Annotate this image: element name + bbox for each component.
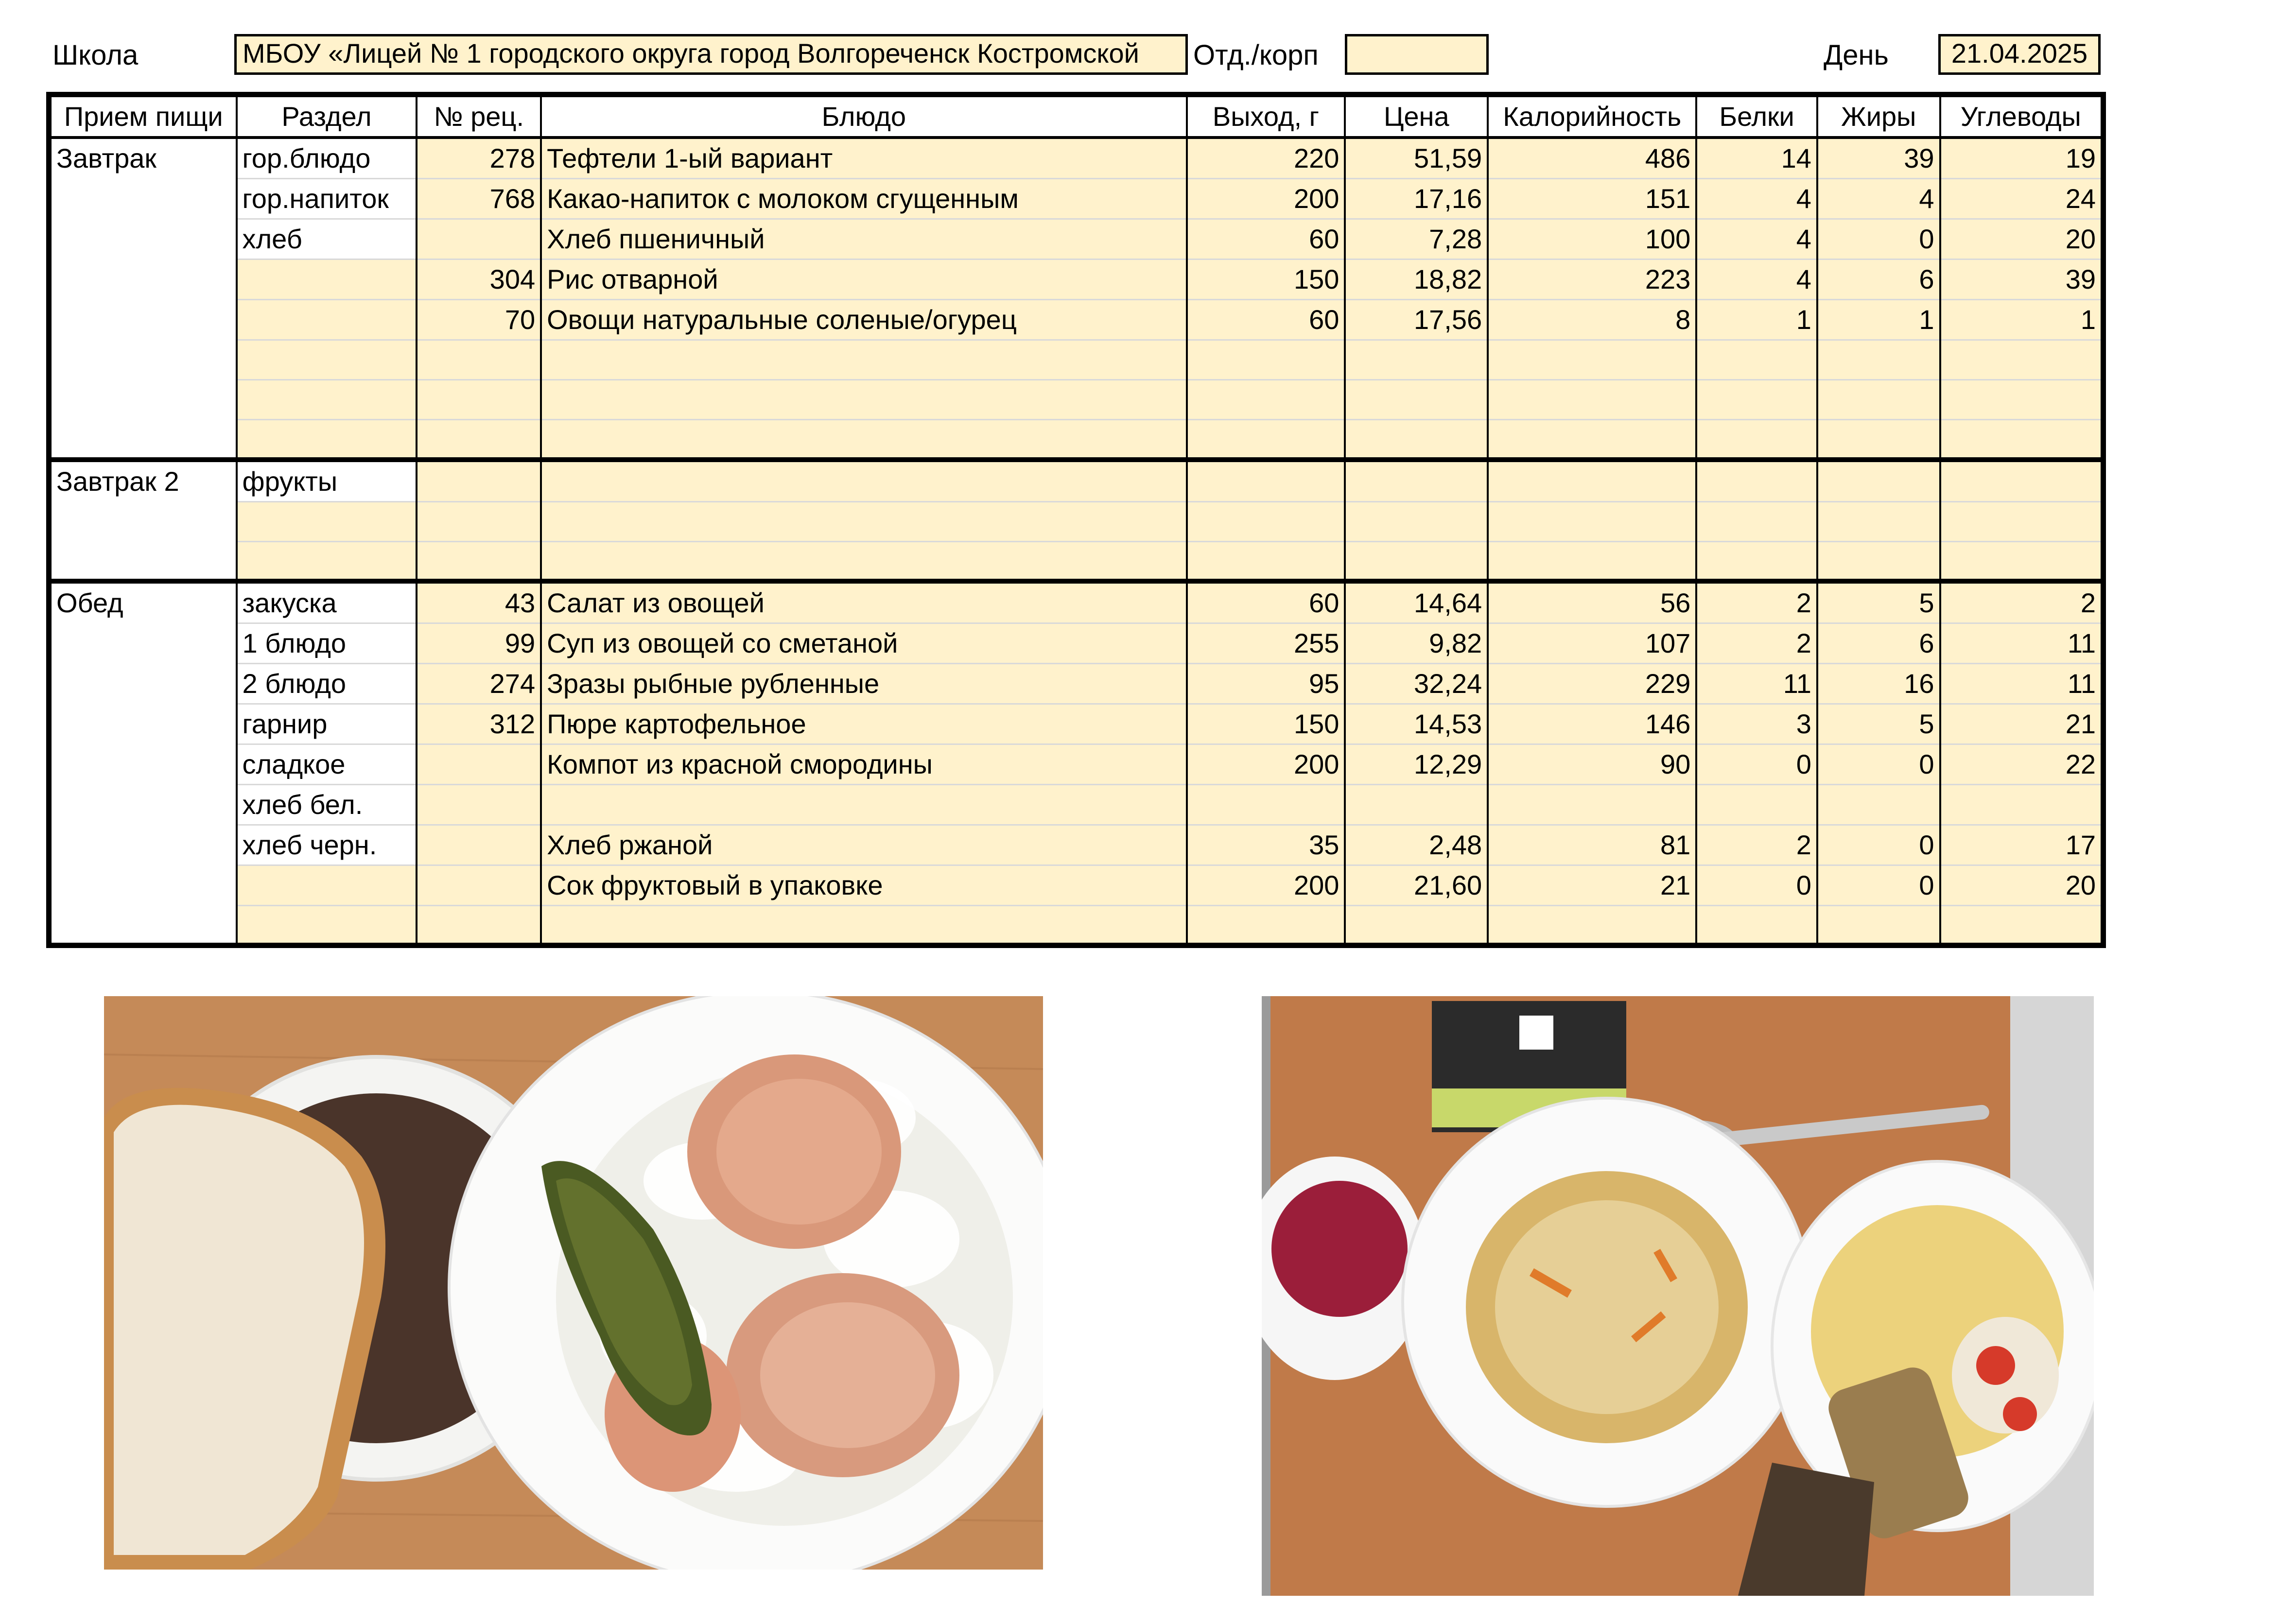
- table-row: [49, 785, 2104, 825]
- price-cell[interactable]: 21,60: [1345, 865, 1488, 906]
- section-cell[interactable]: фрукты: [237, 460, 417, 502]
- section-cell[interactable]: закуска: [237, 581, 417, 623]
- fat-cell[interactable]: [1817, 906, 1940, 946]
- recipe-cell[interactable]: 768: [417, 179, 541, 219]
- fat-cell[interactable]: [1817, 420, 1940, 460]
- section-cell[interactable]: 2 блюдо: [237, 664, 417, 704]
- price-cell[interactable]: 18,82: [1345, 259, 1488, 300]
- breakfast-photo-image: [104, 996, 1043, 1570]
- dish-cell[interactable]: Салат из овощей: [541, 581, 1186, 623]
- section-cell[interactable]: [237, 906, 417, 946]
- col-header-protein: Белки: [1696, 95, 1817, 138]
- protein-cell[interactable]: 11: [1696, 664, 1817, 704]
- table-row: [49, 501, 2104, 541]
- table-row: [49, 138, 2104, 179]
- dish-cell[interactable]: [541, 785, 1186, 825]
- day-label: День: [1824, 39, 1889, 71]
- recipe-cell[interactable]: 312: [417, 704, 541, 744]
- recipe-cell[interactable]: [417, 744, 541, 785]
- fat-cell[interactable]: 0: [1817, 219, 1940, 259]
- section-cell[interactable]: [237, 300, 417, 340]
- table-row: [49, 825, 2104, 865]
- weight-cell[interactable]: 60: [1187, 581, 1345, 623]
- protein-cell[interactable]: [1696, 460, 1817, 502]
- kcal-cell[interactable]: 486: [1488, 138, 1696, 179]
- protein-cell[interactable]: 4: [1696, 179, 1817, 219]
- weight-cell[interactable]: 150: [1187, 259, 1345, 300]
- price-cell[interactable]: [1345, 340, 1488, 380]
- fat-cell[interactable]: 39: [1817, 138, 1940, 179]
- protein-cell[interactable]: 4: [1696, 219, 1817, 259]
- carbs-cell[interactable]: 24: [1940, 179, 2104, 219]
- price-cell[interactable]: [1345, 785, 1488, 825]
- dept-field[interactable]: [1345, 34, 1489, 75]
- carbs-cell[interactable]: [1940, 340, 2104, 380]
- dish-cell[interactable]: [541, 460, 1186, 502]
- recipe-cell[interactable]: [417, 340, 541, 380]
- dish-cell[interactable]: Хлеб пшеничный: [541, 219, 1186, 259]
- carbs-cell[interactable]: 20: [1940, 865, 2104, 906]
- meal-name-cell: Завтрак 2: [49, 460, 237, 582]
- weight-cell[interactable]: [1187, 340, 1345, 380]
- price-cell[interactable]: 9,82: [1345, 623, 1488, 664]
- carbs-cell[interactable]: 21: [1940, 704, 2104, 744]
- weight-cell[interactable]: [1187, 785, 1345, 825]
- kcal-cell[interactable]: [1488, 501, 1696, 541]
- carbs-cell[interactable]: [1940, 501, 2104, 541]
- carbs-cell[interactable]: [1940, 785, 2104, 825]
- dish-cell[interactable]: [541, 420, 1186, 460]
- lunch-photo-image: [1262, 996, 2094, 1596]
- section-cell[interactable]: гарнир: [237, 704, 417, 744]
- table-row: [49, 380, 2104, 420]
- carbs-cell[interactable]: [1940, 541, 2104, 581]
- kcal-cell[interactable]: 146: [1488, 704, 1696, 744]
- kcal-cell[interactable]: 100: [1488, 219, 1696, 259]
- kcal-cell[interactable]: [1488, 340, 1696, 380]
- fat-cell[interactable]: 6: [1817, 259, 1940, 300]
- price-cell[interactable]: [1345, 380, 1488, 420]
- fat-cell[interactable]: [1817, 501, 1940, 541]
- fat-cell[interactable]: 16: [1817, 664, 1940, 704]
- section-cell[interactable]: [237, 340, 417, 380]
- fat-cell[interactable]: 5: [1817, 704, 1940, 744]
- carbs-cell[interactable]: 1: [1940, 300, 2104, 340]
- table-row: [49, 664, 2104, 704]
- weight-cell[interactable]: 200: [1187, 744, 1345, 785]
- kcal-cell[interactable]: [1488, 420, 1696, 460]
- protein-cell[interactable]: [1696, 501, 1817, 541]
- fat-cell[interactable]: [1817, 785, 1940, 825]
- recipe-cell[interactable]: [417, 501, 541, 541]
- fat-cell[interactable]: [1817, 380, 1940, 420]
- fat-cell[interactable]: 1: [1817, 300, 1940, 340]
- lunch-photo: [1262, 996, 2094, 1596]
- dish-cell[interactable]: Хлеб ржаной: [541, 825, 1186, 865]
- weight-cell[interactable]: [1187, 460, 1345, 502]
- fat-cell[interactable]: 0: [1817, 865, 1940, 906]
- kcal-cell[interactable]: [1488, 380, 1696, 420]
- carbs-cell[interactable]: 11: [1940, 623, 2104, 664]
- protein-cell[interactable]: [1696, 785, 1817, 825]
- carbs-cell[interactable]: 2: [1940, 581, 2104, 623]
- dish-cell[interactable]: Сок фруктовый в упаковке: [541, 865, 1186, 906]
- table-row: [49, 259, 2104, 300]
- price-cell[interactable]: 2,48: [1345, 825, 1488, 865]
- section-cell[interactable]: [237, 420, 417, 460]
- price-cell[interactable]: 14,53: [1345, 704, 1488, 744]
- col-header-recipe: № рец.: [417, 95, 541, 138]
- menu-body: [49, 138, 2104, 946]
- kcal-cell[interactable]: 90: [1488, 744, 1696, 785]
- kcal-cell[interactable]: 229: [1488, 664, 1696, 704]
- carbs-cell[interactable]: [1940, 420, 2104, 460]
- recipe-cell[interactable]: [417, 825, 541, 865]
- school-name-field[interactable]: МБОУ «Лицей № 1 городского округа город Волгореченск Костромской: [234, 34, 1188, 75]
- fat-cell[interactable]: [1817, 340, 1940, 380]
- section-cell[interactable]: хлеб бел.: [237, 785, 417, 825]
- price-cell[interactable]: 7,28: [1345, 219, 1488, 259]
- section-cell[interactable]: [237, 865, 417, 906]
- recipe-cell[interactable]: [417, 906, 541, 946]
- recipe-cell[interactable]: [417, 219, 541, 259]
- weight-cell[interactable]: 95: [1187, 664, 1345, 704]
- kcal-cell[interactable]: 8: [1488, 300, 1696, 340]
- table-row: [49, 340, 2104, 380]
- section-cell[interactable]: [237, 380, 417, 420]
- table-row: [49, 219, 2104, 259]
- kcal-cell[interactable]: [1488, 541, 1696, 581]
- weight-cell[interactable]: 60: [1187, 300, 1345, 340]
- weight-cell[interactable]: 150: [1187, 704, 1345, 744]
- recipe-cell[interactable]: 274: [417, 664, 541, 704]
- meal-name-cell: Завтрак: [49, 138, 237, 460]
- table-row: [49, 300, 2104, 340]
- table-row: [49, 541, 2104, 581]
- fat-cell[interactable]: 0: [1817, 825, 1940, 865]
- dish-cell[interactable]: [541, 340, 1186, 380]
- price-cell[interactable]: [1345, 460, 1488, 502]
- protein-cell[interactable]: 2: [1696, 825, 1817, 865]
- protein-cell[interactable]: 0: [1696, 865, 1817, 906]
- date-field[interactable]: 21.04.2025: [1938, 34, 2101, 75]
- col-header-price: Цена: [1345, 95, 1488, 138]
- fat-cell[interactable]: 0: [1817, 744, 1940, 785]
- protein-cell[interactable]: 3: [1696, 704, 1817, 744]
- price-cell[interactable]: 12,29: [1345, 744, 1488, 785]
- col-header-weight: Выход, г: [1187, 95, 1345, 138]
- dish-cell[interactable]: Тефтели 1-ый вариант: [541, 138, 1186, 179]
- table-row: [49, 906, 2104, 946]
- kcal-cell[interactable]: 21: [1488, 865, 1696, 906]
- protein-cell[interactable]: 14: [1696, 138, 1817, 179]
- protein-cell[interactable]: [1696, 541, 1817, 581]
- carbs-cell[interactable]: 20: [1940, 219, 2104, 259]
- weight-cell[interactable]: 220: [1187, 138, 1345, 179]
- protein-cell[interactable]: [1696, 906, 1817, 946]
- kcal-cell[interactable]: [1488, 906, 1696, 946]
- col-header-fat: Жиры: [1817, 95, 1940, 138]
- protein-cell[interactable]: 2: [1696, 623, 1817, 664]
- col-header-carbs: Углеводы: [1940, 95, 2104, 138]
- col-header-dish: Блюдо: [541, 95, 1186, 138]
- price-cell[interactable]: [1345, 420, 1488, 460]
- carbs-cell[interactable]: 19: [1940, 138, 2104, 179]
- kcal-cell[interactable]: [1488, 460, 1696, 502]
- carbs-cell[interactable]: 17: [1940, 825, 2104, 865]
- weight-cell[interactable]: [1187, 501, 1345, 541]
- dish-cell[interactable]: [541, 906, 1186, 946]
- dept-label: Отд./корп: [1193, 39, 1319, 71]
- protein-cell[interactable]: [1696, 420, 1817, 460]
- recipe-cell[interactable]: 99: [417, 623, 541, 664]
- weight-cell[interactable]: [1187, 380, 1345, 420]
- kcal-cell[interactable]: [1488, 785, 1696, 825]
- section-cell[interactable]: [237, 259, 417, 300]
- weight-cell[interactable]: 60: [1187, 219, 1345, 259]
- recipe-cell[interactable]: [417, 785, 541, 825]
- recipe-cell[interactable]: [417, 541, 541, 581]
- meal-name-cell: Обед: [49, 581, 237, 946]
- dish-cell[interactable]: Суп из овощей со сметаной: [541, 623, 1186, 664]
- kcal-cell[interactable]: 56: [1488, 581, 1696, 623]
- recipe-cell[interactable]: [417, 865, 541, 906]
- table-row: [49, 420, 2104, 460]
- fat-cell[interactable]: 5: [1817, 581, 1940, 623]
- price-cell[interactable]: 51,59: [1345, 138, 1488, 179]
- kcal-cell[interactable]: 107: [1488, 623, 1696, 664]
- weight-cell[interactable]: 35: [1187, 825, 1345, 865]
- dish-cell[interactable]: [541, 380, 1186, 420]
- dish-cell[interactable]: Пюре картофельное: [541, 704, 1186, 744]
- protein-cell[interactable]: 1: [1696, 300, 1817, 340]
- col-header-section: Раздел: [237, 95, 417, 138]
- weight-cell[interactable]: 255: [1187, 623, 1345, 664]
- recipe-cell[interactable]: [417, 460, 541, 502]
- recipe-cell[interactable]: [417, 420, 541, 460]
- protein-cell[interactable]: [1696, 340, 1817, 380]
- table-row: [49, 865, 2104, 906]
- dish-cell[interactable]: Зразы рыбные рубленные: [541, 664, 1186, 704]
- recipe-cell[interactable]: 304: [417, 259, 541, 300]
- weight-cell[interactable]: [1187, 906, 1345, 946]
- section-cell[interactable]: хлеб черн.: [237, 825, 417, 865]
- recipe-cell[interactable]: 43: [417, 581, 541, 623]
- section-cell[interactable]: [237, 501, 417, 541]
- protein-cell[interactable]: 2: [1696, 581, 1817, 623]
- menu-table: [46, 92, 2106, 948]
- table-row: [49, 623, 2104, 664]
- price-cell[interactable]: [1345, 501, 1488, 541]
- fat-cell[interactable]: 4: [1817, 179, 1940, 219]
- price-cell[interactable]: 17,56: [1345, 300, 1488, 340]
- carbs-cell[interactable]: [1940, 380, 2104, 420]
- carbs-cell[interactable]: 22: [1940, 744, 2104, 785]
- kcal-cell[interactable]: 223: [1488, 259, 1696, 300]
- fat-cell[interactable]: 6: [1817, 623, 1940, 664]
- price-cell[interactable]: [1345, 541, 1488, 581]
- weight-cell[interactable]: [1187, 541, 1345, 581]
- section-cell[interactable]: 1 блюдо: [237, 623, 417, 664]
- fat-cell[interactable]: [1817, 541, 1940, 581]
- price-cell[interactable]: [1345, 906, 1488, 946]
- col-header-meal: Прием пищи: [49, 95, 237, 138]
- table-row: [49, 581, 2104, 623]
- weight-cell[interactable]: 200: [1187, 865, 1345, 906]
- dish-cell[interactable]: Рис отварной: [541, 259, 1186, 300]
- section-cell[interactable]: гор.напиток: [237, 179, 417, 219]
- price-cell[interactable]: 17,16: [1345, 179, 1488, 219]
- recipe-cell[interactable]: 70: [417, 300, 541, 340]
- table-row: [49, 460, 2104, 502]
- carbs-cell[interactable]: [1940, 906, 2104, 946]
- col-header-kcal: Калорийность: [1488, 95, 1696, 138]
- dish-cell[interactable]: [541, 501, 1186, 541]
- price-cell[interactable]: 32,24: [1345, 664, 1488, 704]
- table-row: [49, 179, 2104, 219]
- dish-cell[interactable]: [541, 541, 1186, 581]
- weight-cell[interactable]: 200: [1187, 179, 1345, 219]
- price-cell[interactable]: 14,64: [1345, 581, 1488, 623]
- kcal-cell[interactable]: 81: [1488, 825, 1696, 865]
- carbs-cell[interactable]: 39: [1940, 259, 2104, 300]
- table-row: [49, 744, 2104, 785]
- section-cell[interactable]: сладкое: [237, 744, 417, 785]
- protein-cell[interactable]: 4: [1696, 259, 1817, 300]
- weight-cell[interactable]: [1187, 420, 1345, 460]
- fat-cell[interactable]: [1817, 460, 1940, 502]
- school-label: Школа: [52, 39, 139, 71]
- section-cell[interactable]: [237, 541, 417, 581]
- dish-cell[interactable]: Компот из красной смородины: [541, 744, 1186, 785]
- header-row: [49, 95, 2104, 138]
- recipe-cell[interactable]: 278: [417, 138, 541, 179]
- table-row: [49, 704, 2104, 744]
- section-cell[interactable]: хлеб: [237, 219, 417, 259]
- kcal-cell[interactable]: 151: [1488, 179, 1696, 219]
- section-cell[interactable]: гор.блюдо: [237, 138, 417, 179]
- carbs-cell[interactable]: [1940, 460, 2104, 502]
- protein-cell[interactable]: [1696, 380, 1817, 420]
- breakfast-photo: [104, 996, 1043, 1570]
- recipe-cell[interactable]: [417, 380, 541, 420]
- dish-cell[interactable]: Какао-напиток с молоком сгущенным: [541, 179, 1186, 219]
- carbs-cell[interactable]: 11: [1940, 664, 2104, 704]
- protein-cell[interactable]: 0: [1696, 744, 1817, 785]
- dish-cell[interactable]: Овощи натуральные соленые/огурец: [541, 300, 1186, 340]
